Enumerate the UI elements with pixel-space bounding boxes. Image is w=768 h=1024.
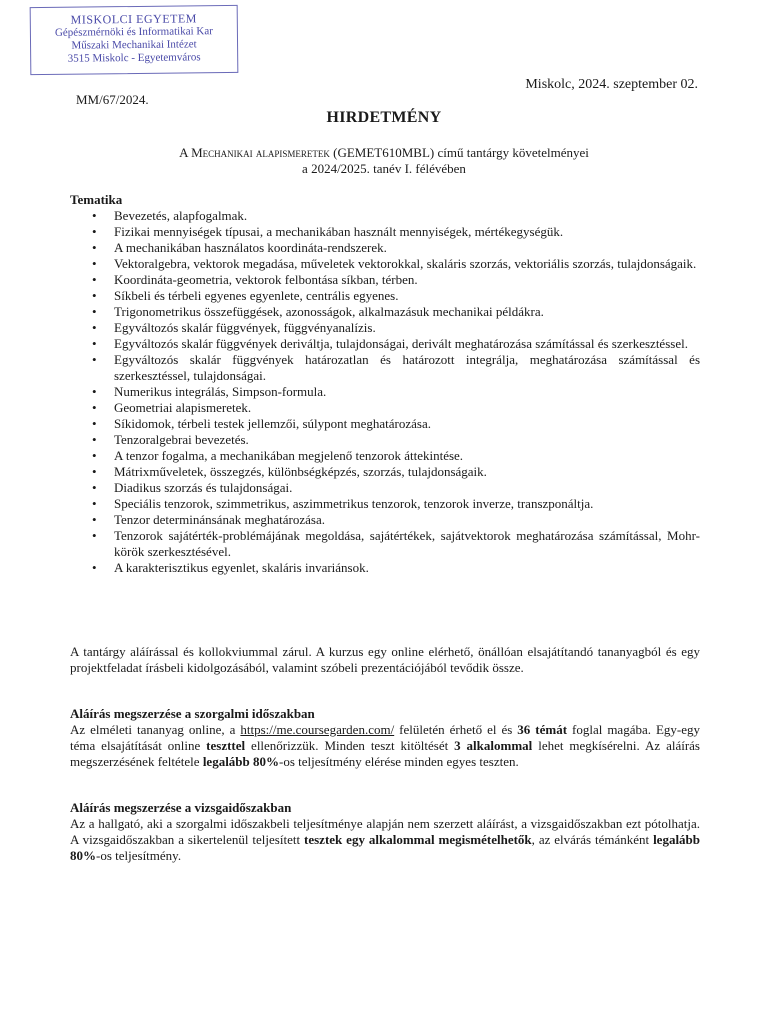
szorgalmi-text-3: foglal magába. Egy-egy téma elsajátítását online <box>70 722 701 753</box>
document-title: HIRDETMÉNY <box>326 109 442 126</box>
subtitle-semester: a 2024/2025. tanév I. félévében <box>302 161 466 176</box>
subtitle-suffix: (GEMET610MBL) című tantárgy követelményei <box>333 145 589 160</box>
tematika-heading: Tematika <box>70 192 123 207</box>
szorgalmi-text-4: ellenőrizzük. Minden teszt kitöltését <box>251 738 449 753</box>
vizsga-text-2: , az elvárás témánként <box>531 832 650 847</box>
topic-item <box>70 320 700 336</box>
course-name: Mechanikai alapismeretek <box>191 145 330 160</box>
bullet-icon: • <box>92 464 97 479</box>
topic-text: Speciális tenzorok, szimmetrikus, aszimmetrikus tenzorok, tenzorok inverze, transzponáltja. <box>114 496 594 511</box>
topic-item <box>70 352 700 384</box>
topic-text: Síkbeli és térbeli egyenes egyenlete, centrális egyenes. <box>114 288 399 303</box>
bullet-icon: • <box>92 304 97 319</box>
bullet-icon: • <box>92 336 97 351</box>
topic-item <box>70 496 700 512</box>
topic-text: Bevezetés, alapfogalmak. <box>114 208 248 223</box>
topic-text: A tenzor fogalma, a mechanikában megjelenő tenzorok áttekintése. <box>114 448 464 463</box>
vizsga-bold-threshold: legalább 80% <box>70 832 701 863</box>
intro-text: A tantárgy aláírással és kollokviummal zárul. A kurzus egy online elérhető, önállóan elsajátítandó tananyagból és egy projektfeladat írásbeli kidolgozásából, valamint szóbeli prezentációjából tevődik össze. <box>70 644 700 675</box>
szorgalmi-section <box>70 706 700 770</box>
bullet-icon: • <box>92 528 97 543</box>
document-subtitle <box>0 145 768 177</box>
topic-text: A karakterisztikus egyenlet, skaláris invariánsok. <box>114 560 369 575</box>
topic-item <box>70 384 700 400</box>
topic-item <box>70 336 700 352</box>
topic-text: Fizikai mennyiségek típusai, a mechanikában használt mennyiségek, mértékegységük. <box>114 224 564 239</box>
bullet-icon: • <box>92 352 97 367</box>
vizsga-text-1: Az a hallgató, aki a szorgalmi időszakbeli teljesítménye alapján nem szerzett aláírást, a vizsgaidőszakban ezt pótolhatja. A vizsgaidőszakban a sikertelenül teljesített <box>70 816 700 847</box>
institution-stamp <box>30 5 239 75</box>
topic-text: A mechanikában használatos koordináta-rendszerek. <box>114 240 387 255</box>
topic-text: Tenzor determinánsának meghatározása. <box>114 512 325 527</box>
topic-item <box>70 240 700 256</box>
szorgalmi-bold-attempts: 3 alkalommal <box>454 738 533 753</box>
intro-paragraph <box>70 644 700 676</box>
stamp-line-institute: Műszaki Mechanikai Intézet <box>71 38 197 52</box>
topic-text: Numerikus integrálás, Simpson-formula. <box>114 384 327 399</box>
szorgalmi-bold-threshold: legalább 80% <box>202 754 280 769</box>
vizsga-bold-retake: tesztek egy alkalommal megismételhetők <box>304 832 532 847</box>
topic-item <box>70 464 700 480</box>
reference-number: MM/67/2024. <box>76 92 149 107</box>
szorgalmi-heading: Aláírás megszerzése a szorgalmi időszakban <box>70 706 315 721</box>
topic-text: Egyváltozós skalár függvények, függvényanalízis. <box>114 320 376 335</box>
stamp-line-faculty: Gépészmérnöki és Informatikai Kar <box>54 25 213 39</box>
topic-text: Egyváltozós skalár függvények határozatlan és határozott integrálja, meghatározása számítással és szerkesztéssel, tulajdonságai. <box>114 352 700 383</box>
topic-item <box>70 512 700 528</box>
szorgalmi-text-2: felületén érhető el és <box>399 722 513 737</box>
coursegarden-link[interactable]: https://me.coursegarden.com/ <box>240 722 395 737</box>
topic-text: Tenzorok sajátérték-problémájának megoldása, sajátértékek, sajátvektorok meghatározása számítással, Mohr-körök szerkesztésével. <box>114 528 700 559</box>
bullet-icon: • <box>92 496 97 511</box>
bullet-icon: • <box>92 208 97 223</box>
topic-text: Koordináta-geometria, vektorok felbontása síkban, térben. <box>114 272 418 287</box>
topic-item <box>70 208 700 224</box>
topic-item <box>70 400 700 416</box>
szorgalmi-text <box>70 722 700 770</box>
topic-text: Síkidomok, térbeli testek jellemzői, súlypont meghatározása. <box>114 416 431 431</box>
bullet-icon: • <box>92 432 97 447</box>
bullet-icon: • <box>92 240 97 255</box>
place-date: Miskolc, 2024. szeptember 02. <box>525 77 698 92</box>
topic-item <box>70 560 700 576</box>
bullet-icon: • <box>92 560 97 575</box>
bullet-icon: • <box>92 448 97 463</box>
topic-item <box>70 304 700 320</box>
tematika-section <box>70 192 700 576</box>
szorgalmi-text-1: Az elméleti tananyag online, a <box>70 722 236 737</box>
szorgalmi-bold-topics: 36 témát <box>517 722 568 737</box>
topic-text: Diadikus szorzás és tulajdonságai. <box>114 480 293 495</box>
topic-item <box>70 528 700 560</box>
vizsga-text-3: -os teljesítmény. <box>96 848 182 863</box>
vizsga-heading: Aláírás megszerzése a vizsgaidőszakban <box>70 800 292 815</box>
topic-list <box>70 208 700 576</box>
topic-item <box>70 224 700 240</box>
stamp-line-university: MISKOLCI EGYETEM <box>70 11 198 27</box>
szorgalmi-text-5: lehet megkísérelni. Az aláírás megszerzésének feltétele <box>70 738 700 769</box>
topic-item <box>70 416 700 432</box>
topic-text: Trigonometrikus összefüggések, azonosságok, alkalmazásuk mechanikai példákra. <box>114 304 544 319</box>
topic-text: Tenzoralgebrai bevezetés. <box>114 432 249 447</box>
szorgalmi-text-6: -os teljesítmény elérése minden egyes teszten. <box>279 754 519 769</box>
topic-item <box>70 256 700 272</box>
bullet-icon: • <box>92 256 97 271</box>
topic-text: Mátrixműveletek, összegzés, különbségképzés, szorzás, tulajdonságaik. <box>114 464 487 479</box>
topic-item <box>70 480 700 496</box>
topic-text: Egyváltozós skalár függvények deriváltja, tulajdonságai, derivált meghatározása számítással és szerkesztéssel. <box>114 336 688 351</box>
bullet-icon: • <box>92 480 97 495</box>
bullet-icon: • <box>92 288 97 303</box>
bullet-icon: • <box>92 384 97 399</box>
bullet-icon: • <box>92 416 97 431</box>
bullet-icon: • <box>92 512 97 527</box>
vizsga-section <box>70 800 700 864</box>
topic-item <box>70 272 700 288</box>
stamp-line-address: 3515 Miskolc - Egyetemváros <box>67 51 201 65</box>
topic-item <box>70 432 700 448</box>
topic-text: Geometriai alapismeretek. <box>114 400 252 415</box>
topic-item <box>70 288 700 304</box>
subtitle-prefix: A <box>179 145 188 160</box>
vizsga-text <box>70 816 700 864</box>
bullet-icon: • <box>92 272 97 287</box>
bullet-icon: • <box>92 400 97 415</box>
szorgalmi-bold-test: teszttel <box>206 738 246 753</box>
bullet-icon: • <box>92 224 97 239</box>
bullet-icon: • <box>92 320 97 335</box>
topic-item <box>70 448 700 464</box>
topic-text: Vektoralgebra, vektorok megadása, műveletek vektorokkal, skaláris szorzás, vektoriális szorzás, tulajdonságaik. <box>114 256 697 271</box>
